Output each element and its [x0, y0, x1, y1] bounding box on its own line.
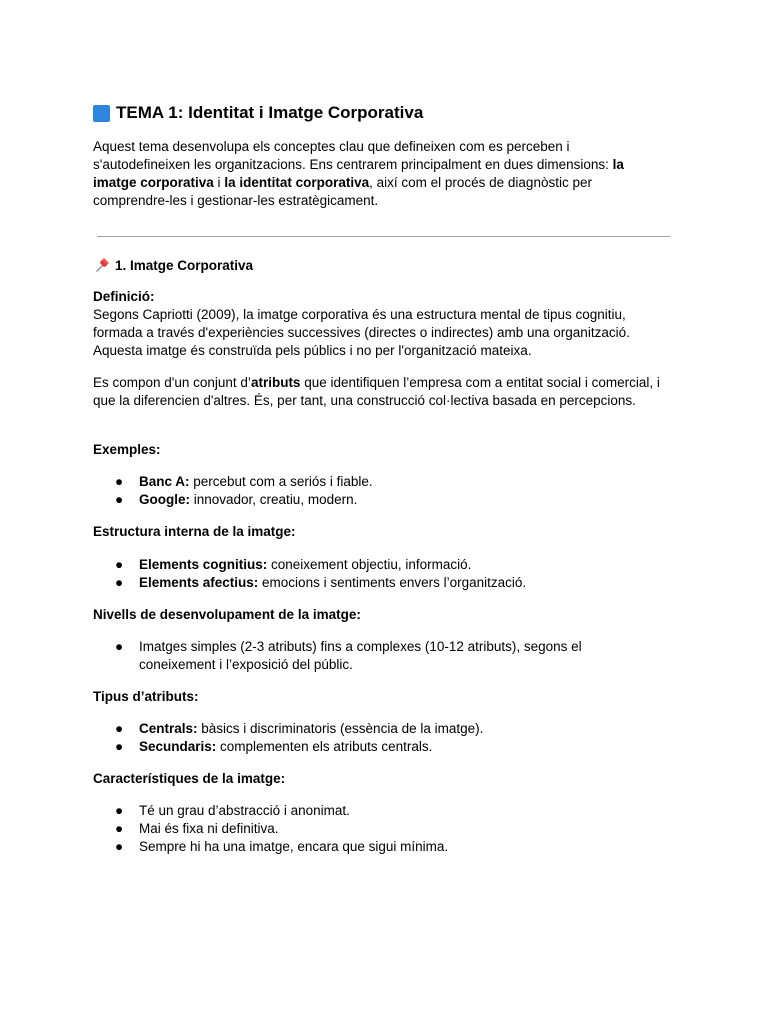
- blue-square-icon: [93, 105, 110, 122]
- list-item: [93, 720, 668, 738]
- bullet: ●: [115, 821, 124, 836]
- list-text: percebut com a seriós i fiable.: [189, 474, 373, 489]
- list-item: [93, 738, 668, 756]
- list-text: emocions i sentiments envers l’organització.: [258, 575, 527, 590]
- intro-text-1: Aquest tema desenvolupa els conceptes clau que defineixen com es perceben i s'autodefineixen les organitzacions. Ens centrarem principalment en dues dimensions:: [93, 139, 613, 172]
- list-text: Sempre hi ha una imatge, encara que sigui mínima.: [139, 839, 449, 854]
- definition-block: [93, 288, 668, 360]
- examples-list: [93, 473, 668, 509]
- list-item: [93, 802, 668, 820]
- characteristics-label: Característiques de la imatge:: [93, 771, 286, 786]
- list-term: Banc A:: [139, 474, 190, 489]
- structure-list: [93, 556, 668, 592]
- page-title: TEMA 1: Identitat i Imatge Corporativa: [116, 103, 424, 122]
- intro-text-2: i: [213, 175, 225, 190]
- list-item: [93, 574, 668, 592]
- section-heading-text: 1. Imatge Corporativa: [115, 257, 254, 273]
- levels-label: Nivells de desenvolupament de la imatge:: [93, 607, 361, 622]
- bullet: ●: [115, 721, 124, 736]
- definition-label: Definició:: [93, 289, 155, 304]
- list-item: [93, 556, 668, 574]
- levels-list: [93, 638, 668, 674]
- list-term: Google:: [139, 492, 190, 507]
- pushpin-icon: [93, 256, 111, 274]
- horizontal-rule: [97, 236, 670, 237]
- bullet: ●: [115, 803, 124, 818]
- attr-text-1: Es compon d'un conjunt d’: [93, 375, 251, 390]
- bullet: ●: [115, 474, 124, 489]
- list-text: complementen els atributs centrals.: [216, 739, 433, 754]
- bullet: ●: [115, 575, 124, 590]
- list-item: [93, 491, 668, 509]
- bullet: ●: [115, 639, 124, 654]
- bullet: ●: [115, 739, 124, 754]
- intro-bold-1: la imatge corporativa: [93, 157, 624, 190]
- characteristics-list: [93, 802, 668, 856]
- list-text: innovador, creatiu, modern.: [190, 492, 358, 507]
- list-text: Mai és fixa ni definitiva.: [139, 821, 279, 836]
- intro-bold-2: la identitat corporativa: [224, 175, 370, 190]
- list-text: bàsics i discriminatoris (essència de la imatge).: [197, 721, 484, 736]
- intro-paragraph: [93, 138, 663, 210]
- section-heading: [93, 256, 253, 274]
- bullet: ●: [115, 557, 124, 572]
- attr-text-2: que identifiquen l’empresa com a entitat social i comercial, i que la diferencien d'altres. És, per tant, una construcció col·lectiva basada en percepcions.: [93, 375, 660, 408]
- list-item: [93, 838, 668, 856]
- bullet: ●: [115, 839, 124, 854]
- definition-text: Segons Capriotti (2009), la imatge corporativa és una estructura mental de tipus cognitiu, formada a través d'experiències successives (directes o indirectes) amb una organització. Aquesta imatge és construïda pels públics i no per l'organització mateixa.: [93, 307, 630, 358]
- bullet: ●: [115, 492, 124, 507]
- list-term: Elements cognitius:: [139, 557, 268, 572]
- list-term: Centrals:: [139, 721, 198, 736]
- list-text: Té un grau d’abstracció i anonimat.: [139, 803, 350, 818]
- types-list: [93, 720, 668, 756]
- list-item: [93, 473, 668, 491]
- list-term: Elements afectius:: [139, 575, 259, 590]
- list-item: [93, 820, 668, 838]
- examples-label: Exemples:: [93, 442, 161, 457]
- structure-label: Estructura interna de la imatge:: [93, 524, 296, 539]
- list-text: Imatges simples (2-3 atributs) fins a complexes (10-12 atributs), segons el coneixement i l’exposició del públic.: [139, 639, 582, 672]
- attributes-paragraph: [93, 374, 668, 410]
- list-text: coneixement objectiu, informació.: [267, 557, 472, 572]
- intro-text-3: , així com el procés de diagnòstic per comprendre-les i gestionar-les estratègicament.: [93, 175, 592, 208]
- types-label: Tipus d’atributs:: [93, 689, 199, 704]
- list-term: Secundaris:: [139, 739, 217, 754]
- list-item: [93, 638, 668, 674]
- attr-bold: atributs: [250, 375, 301, 390]
- title-row: [93, 103, 423, 123]
